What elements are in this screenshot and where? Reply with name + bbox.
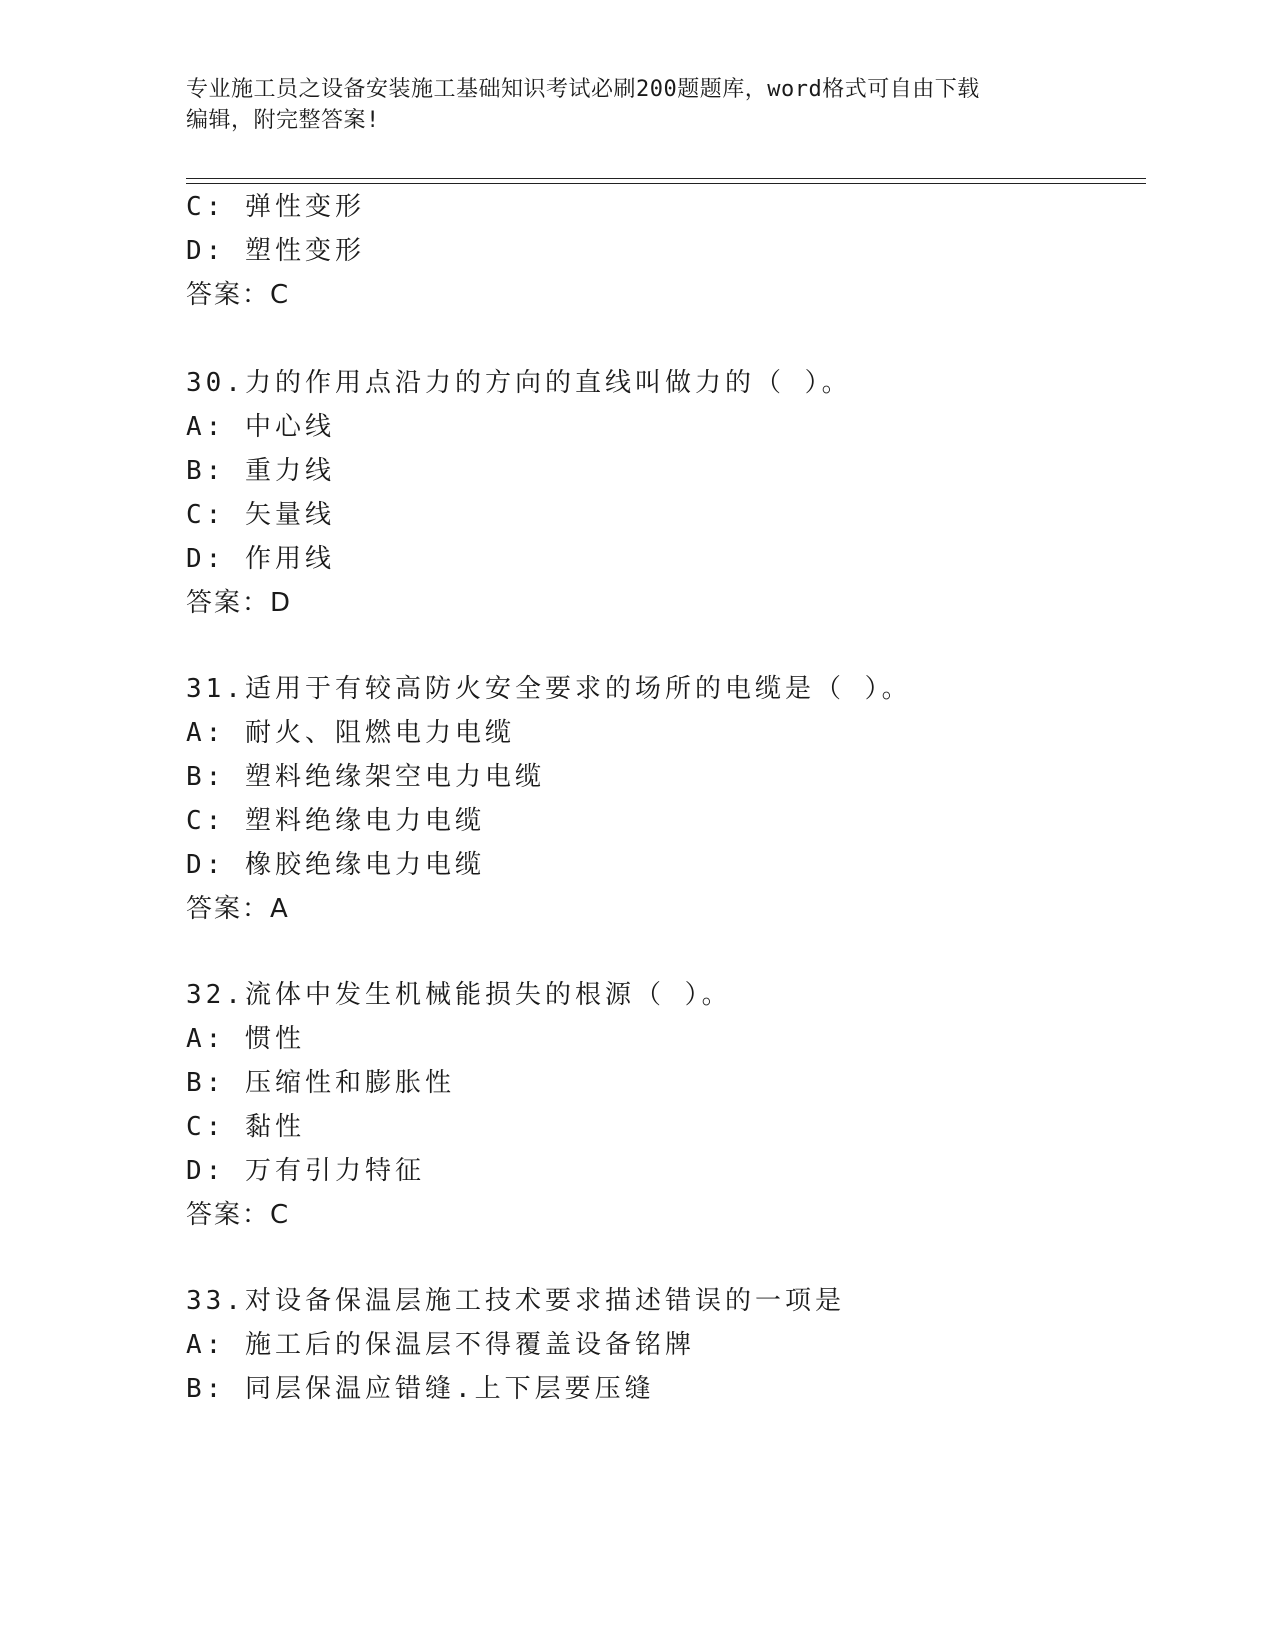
q29-option-c: C: 弹性变形 (186, 192, 365, 222)
header-divider-top (186, 178, 1146, 179)
q31-answer: 答案：A (186, 894, 290, 924)
q30-option-b: B: 重力线 (186, 456, 335, 486)
header-title-line-1: 专业施工员之设备安装施工基础知识考试必刷200题题库，word格式可自由下载 (186, 77, 980, 102)
q33-option-a: A: 施工后的保温层不得覆盖设备铭牌 (186, 1330, 695, 1360)
q30-answer: 答案：D (186, 588, 293, 618)
q32-answer: 答案：C (186, 1200, 291, 1230)
q29-answer: 答案：C (186, 280, 291, 310)
q33-question: 33.对设备保温层施工技术要求描述错误的一项是 (186, 1286, 845, 1316)
q32-option-b: B: 压缩性和膨胀性 (186, 1068, 455, 1098)
q32-question: 32.流体中发生机械能损失的根源（ ）。 (186, 980, 732, 1010)
q30-option-c: C: 矢量线 (186, 500, 335, 530)
q29-option-d: D: 塑性变形 (186, 236, 365, 266)
header-divider-bottom (186, 183, 1146, 184)
q30-question: 30.力的作用点沿力的方向的直线叫做力的（ ）。 (186, 368, 852, 398)
q32-option-a: A: 惯性 (186, 1024, 305, 1054)
q32-option-d: D: 万有引力特征 (186, 1156, 425, 1186)
q31-question: 31.适用于有较高防火安全要求的场所的电缆是（ ）。 (186, 674, 912, 704)
q31-option-c: C: 塑料绝缘电力电缆 (186, 806, 485, 836)
q30-option-d: D: 作用线 (186, 544, 335, 574)
q31-option-d: D: 橡胶绝缘电力电缆 (186, 850, 485, 880)
q30-option-a: A: 中心线 (186, 412, 335, 442)
header-title-line-2: 编辑，附完整答案! (186, 108, 380, 133)
q32-option-c: C: 黏性 (186, 1112, 305, 1142)
q33-option-b: B: 同层保温应错缝.上下层要压缝 (186, 1374, 655, 1404)
q31-option-a: A: 耐火、阻燃电力电缆 (186, 718, 515, 748)
q31-option-b: B: 塑料绝缘架空电力电缆 (186, 762, 545, 792)
document-header (186, 74, 1066, 136)
